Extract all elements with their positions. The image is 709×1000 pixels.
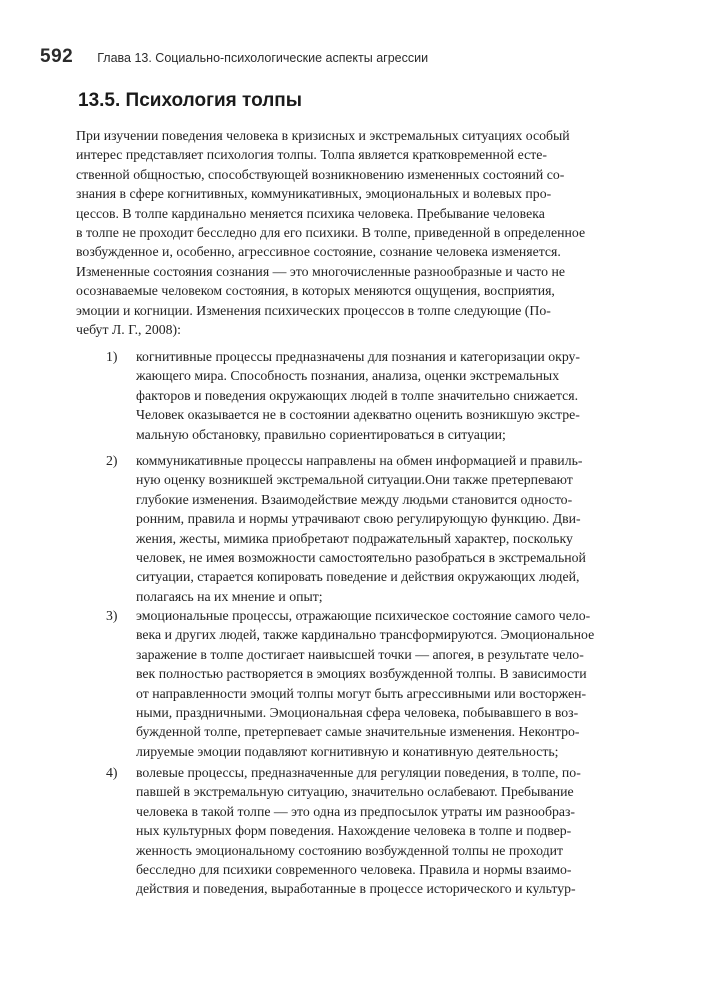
text-line: ственной общностью, способствующей возникновению измененных состояний со- (76, 166, 565, 182)
text-line: от направленности эмоций толпы могут быть агрессивными или восторжен- (136, 685, 587, 701)
text-line: человек, не имея возможности самостоятельно разобраться в экстремальной (136, 550, 586, 566)
chapter-title: Глава 13. Социально-психологические аспекты агрессии (97, 51, 429, 65)
text-line: полагаясь на их мнение и опыт; (136, 588, 323, 604)
text-line: бужденной толпе, претерпевает самые значительные изменения. Неконтро- (136, 724, 580, 740)
text-line: осознаваемые человеком состояния, в которых меняются ощущения, восприятия, (76, 283, 555, 299)
text-line: человека в такой толпе — это одна из предпосылок утраты им разнообраз- (136, 803, 576, 819)
text-line: действия и поведения, выработанные в процессе исторического и культур- (136, 881, 576, 897)
text-line: в толпе не проходит бесследно для его психики. В толпе, приведенной в определенное (76, 225, 586, 241)
list-item-text (136, 763, 647, 899)
text-line: жающего мира. Способность познания, анализа, оценки экстремальных (136, 368, 560, 384)
page-number: 592 (40, 46, 74, 67)
text-line: века и других людей, также кардинально трансформируются. Эмоциональное (136, 627, 595, 643)
list-marker: 2) (106, 453, 118, 468)
text-line: эмоциональные процессы, отражающие психическое состояние самого чело- (136, 608, 591, 623)
text-line: ных культурных форм поведения. Нахождение человека в толпе и подвер- (136, 823, 572, 839)
list-marker: 4) (106, 765, 118, 780)
text-line: Человек оказывается не в состоянии адекватно оценить возникшую экстре- (136, 407, 580, 423)
text-line: глубокие изменения. Взаимодействие между людьми становится односто- (136, 491, 573, 507)
text-line: факторов и поведения окружающих людей в толпе значительно снижается. (136, 387, 579, 403)
text-line: лируемые эмоции подавляют когнитивную и конативную деятельность; (136, 743, 559, 759)
text-line: цессов. В толпе кардинально меняется психика человека. Пребывание человека (76, 205, 545, 221)
text-line: ными, праздничными. Эмоциональная сфера человека, побывавшего в воз- (136, 705, 579, 721)
running-head (40, 46, 680, 70)
text-line: когнитивные процессы предназначены для познания и категоризации окру- (136, 349, 581, 364)
list-item-text (136, 347, 647, 444)
list-marker: 1) (106, 349, 118, 364)
text-line: бесследно для психики современного человека. Правила и нормы взаимо- (136, 862, 572, 878)
list-marker: 3) (106, 608, 118, 623)
text-line: знания в сфере когнитивных, коммуникативных, эмоциональных и волевых про- (76, 186, 552, 202)
text-line: коммуникативные процессы направлены на обмен информацией и правиль- (136, 453, 583, 468)
text-line: эмоции и когниции. Изменения психических процессов в толпе следующие (По- (76, 302, 551, 318)
intro-paragraph (76, 126, 647, 339)
text-line: Измененные состояния сознания — это многочисленные разнообразные и часто не (76, 263, 566, 279)
list-item-text (136, 606, 647, 761)
text-line: мальную обстановку, правильно сориентироваться в ситуации; (136, 426, 506, 442)
text-line: павшей в экстремальную ситуацию, значительно ослабевают. Пребывание (136, 784, 574, 800)
text-line: При изучении поведения человека в кризисных и экстремальных ситуациях особый (76, 128, 570, 143)
list-item-text (136, 451, 647, 606)
text-line: возбужденное и, особенно, агрессивное состояние, сознание человека изменяется. (76, 244, 561, 260)
text-line: интерес представляет психология толпы. Толпа является кратковременной есте- (76, 147, 547, 163)
text-line: век полностью растворяется в эмоциях возбужденной толпы. В зависимости (136, 666, 587, 682)
section-title: 13.5. Психология толпы (78, 90, 303, 111)
text-line: жения, жесты, мимика приобретают подражательный характер, поскольку (136, 530, 573, 546)
text-line: заражение в толпе достигает наивысшей точки — апогея, в результате чело- (136, 646, 584, 662)
text-line: женность эмоциональному состоянию возбужденной толпы не проходит (136, 842, 564, 858)
text-line: чебут Л. Г., 2008): (76, 322, 181, 338)
text-line: волевые процессы, предназначенные для регуляции поведения, в толпе, по- (136, 765, 581, 780)
text-line: ситуации, старается копировать поведение и действия окружающих людей, (136, 569, 580, 585)
text-line: ную оценку возникшей экстремальной ситуации.Они также претерпевают (136, 472, 573, 488)
text-line: ронним, правила и нормы утрачивают свою регулирующую функцию. Дви- (136, 511, 581, 527)
